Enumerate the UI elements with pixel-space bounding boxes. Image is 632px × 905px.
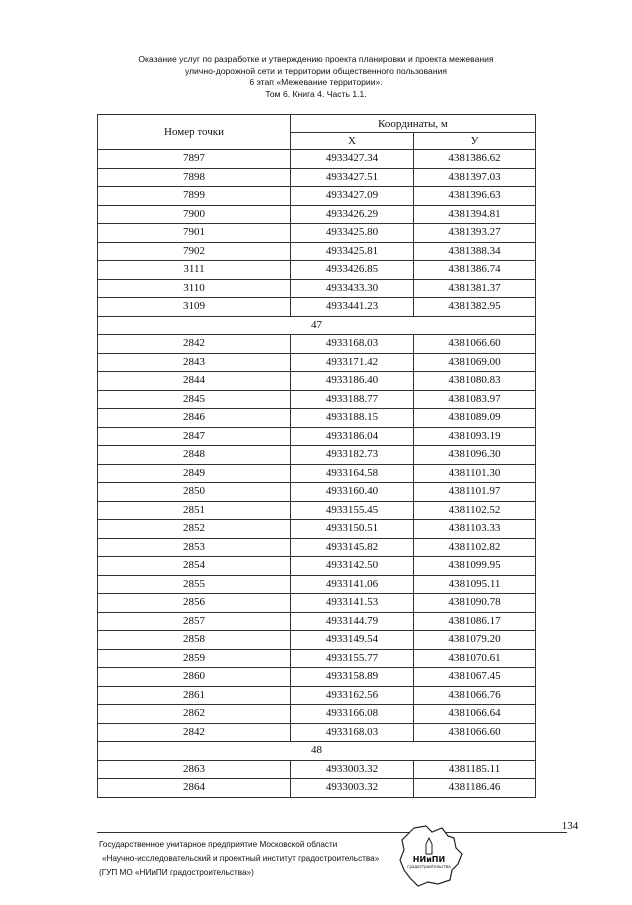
- moscow-region-logo: [392, 820, 470, 890]
- table-row: [98, 372, 536, 391]
- table-row: [98, 187, 536, 206]
- x-coordinate-cell: 4933182.73: [291, 446, 414, 465]
- x-coordinate-cell: 4933003.32: [291, 779, 414, 798]
- table-row: [98, 390, 536, 409]
- footer-line-2: «Научно-исследовательский и проектный институт градостроительства»: [102, 854, 380, 863]
- point-number-cell: 2854: [98, 557, 291, 576]
- point-number-cell: 7901: [98, 224, 291, 243]
- point-number-cell: 7898: [98, 168, 291, 187]
- point-number-header: Номер точки: [98, 115, 291, 150]
- y-coordinate-cell: 4381394.81: [414, 205, 536, 224]
- x-coordinate-cell: 4933168.03: [291, 723, 414, 742]
- point-number-cell: 2862: [98, 705, 291, 724]
- logo-subtitle: градостроительства: [407, 864, 451, 869]
- header-line-1: Оказание услуг по разработке и утверждению проекта планировки и проекта межевания: [138, 54, 494, 64]
- y-coordinate-cell: 4381382.95: [414, 298, 536, 317]
- y-coordinate-cell: 4381397.03: [414, 168, 536, 187]
- point-number-cell: 7900: [98, 205, 291, 224]
- table-row: [98, 612, 536, 631]
- point-number-cell: 2850: [98, 483, 291, 502]
- x-coordinate-cell: 4933425.80: [291, 224, 414, 243]
- y-coordinate-cell: 4381079.20: [414, 631, 536, 650]
- table-row: [98, 520, 536, 539]
- y-coordinate-cell: 4381070.61: [414, 649, 536, 668]
- table-row: [98, 649, 536, 668]
- table-row: [98, 464, 536, 483]
- point-number-cell: 7902: [98, 242, 291, 261]
- x-coordinate-cell: 4933171.42: [291, 353, 414, 372]
- y-coordinate-cell: 4381386.62: [414, 150, 536, 169]
- y-coordinate-cell: 4381381.37: [414, 279, 536, 298]
- table-row: [98, 779, 536, 798]
- y-coordinate-cell: 4381388.34: [414, 242, 536, 261]
- x-header: X: [291, 133, 414, 150]
- table-row: [98, 409, 536, 428]
- x-coordinate-cell: 4933003.32: [291, 760, 414, 779]
- x-coordinate-cell: 4933433.30: [291, 279, 414, 298]
- coordinates-header: Координаты, м: [291, 115, 536, 133]
- point-number-cell: 2849: [98, 464, 291, 483]
- x-coordinate-cell: 4933160.40: [291, 483, 414, 502]
- y-coordinate-cell: 4381386.74: [414, 261, 536, 280]
- section-number: 47: [98, 316, 536, 335]
- x-coordinate-cell: 4933149.54: [291, 631, 414, 650]
- x-coordinate-cell: 4933188.15: [291, 409, 414, 428]
- x-coordinate-cell: 4933427.51: [291, 168, 414, 187]
- table-row: [98, 168, 536, 187]
- section-number: 48: [98, 742, 536, 761]
- point-number-cell: 2844: [98, 372, 291, 391]
- section-row: [98, 742, 536, 761]
- y-coordinate-cell: 4381185.11: [414, 760, 536, 779]
- y-coordinate-cell: 4381066.60: [414, 335, 536, 354]
- x-coordinate-cell: 4933145.82: [291, 538, 414, 557]
- y-coordinate-cell: 4381101.30: [414, 464, 536, 483]
- y-coordinate-cell: 4381090.78: [414, 594, 536, 613]
- point-number-cell: 2857: [98, 612, 291, 631]
- y-coordinate-cell: 4381096.30: [414, 446, 536, 465]
- x-coordinate-cell: 4933168.03: [291, 335, 414, 354]
- point-number-cell: 2847: [98, 427, 291, 446]
- y-coordinate-cell: 4381102.52: [414, 501, 536, 520]
- y-coordinate-cell: 4381083.97: [414, 390, 536, 409]
- header-line-4: Том 6. Книга 4. Часть 1.1.: [265, 88, 367, 99]
- footer-line-1: Государственное унитарное предприятие Московской области: [99, 840, 338, 849]
- section-row: [98, 316, 536, 335]
- footer-line-3: (ГУП МО «НИиПИ градостроительства»): [99, 868, 254, 877]
- table-row: [98, 538, 536, 557]
- point-number-cell: 2858: [98, 631, 291, 650]
- x-coordinate-cell: 4933155.45: [291, 501, 414, 520]
- x-coordinate-cell: 4933425.81: [291, 242, 414, 261]
- table-row: [98, 594, 536, 613]
- table-row: [98, 483, 536, 502]
- y-coordinate-cell: 4381066.60: [414, 723, 536, 742]
- point-number-cell: 2855: [98, 575, 291, 594]
- x-coordinate-cell: 4933188.77: [291, 390, 414, 409]
- x-coordinate-cell: 4933162.56: [291, 686, 414, 705]
- point-number-cell: 2856: [98, 594, 291, 613]
- y-coordinate-cell: 4381095.11: [414, 575, 536, 594]
- point-number-cell: 3111: [98, 261, 291, 280]
- table-row: [98, 723, 536, 742]
- table-row: [98, 631, 536, 650]
- point-number-cell: 2853: [98, 538, 291, 557]
- table-row: [98, 298, 536, 317]
- point-number-cell: 2860: [98, 668, 291, 687]
- y-coordinate-cell: 4381066.64: [414, 705, 536, 724]
- point-number-cell: 7899: [98, 187, 291, 206]
- point-number-cell: 2861: [98, 686, 291, 705]
- point-number-cell: 2845: [98, 390, 291, 409]
- x-coordinate-cell: 4933144.79: [291, 612, 414, 631]
- table-row: [98, 353, 536, 372]
- table-row: [98, 501, 536, 520]
- table-row: [98, 557, 536, 576]
- x-coordinate-cell: 4933426.85: [291, 261, 414, 280]
- table-row: [98, 446, 536, 465]
- x-coordinate-cell: 4933427.34: [291, 150, 414, 169]
- point-number-cell: 3109: [98, 298, 291, 317]
- document-header: [0, 54, 632, 100]
- point-number-cell: 2852: [98, 520, 291, 539]
- point-number-cell: 7897: [98, 150, 291, 169]
- y-coordinate-cell: 4381066.76: [414, 686, 536, 705]
- point-number-cell: 2863: [98, 760, 291, 779]
- point-number-cell: 2848: [98, 446, 291, 465]
- table-row: [98, 705, 536, 724]
- table-row: [98, 760, 536, 779]
- x-coordinate-cell: 4933142.50: [291, 557, 414, 576]
- coordinates-table-body: [98, 150, 536, 798]
- coordinates-table: [97, 114, 536, 798]
- point-number-cell: 2843: [98, 353, 291, 372]
- x-coordinate-cell: 4933441.23: [291, 298, 414, 317]
- x-coordinate-cell: 4933166.08: [291, 705, 414, 724]
- y-coordinate-cell: 4381086.17: [414, 612, 536, 631]
- y-coordinate-cell: 4381089.09: [414, 409, 536, 428]
- document-footer: [99, 838, 379, 880]
- x-coordinate-cell: 4933426.29: [291, 205, 414, 224]
- header-line-3: 6 этап «Межевание территории».: [249, 77, 383, 87]
- x-coordinate-cell: 4933155.77: [291, 649, 414, 668]
- point-number-cell: 2846: [98, 409, 291, 428]
- table-row: [98, 575, 536, 594]
- table-row: [98, 686, 536, 705]
- table-row: [98, 279, 536, 298]
- point-number-cell: 2864: [98, 779, 291, 798]
- logo-title: НИиПИ: [412, 855, 446, 864]
- table-row: [98, 224, 536, 243]
- table-row: [98, 242, 536, 261]
- y-coordinate-cell: 4381393.27: [414, 224, 536, 243]
- y-coordinate-cell: 4381093.19: [414, 427, 536, 446]
- x-coordinate-cell: 4933150.51: [291, 520, 414, 539]
- x-coordinate-cell: 4933186.40: [291, 372, 414, 391]
- table-row: [98, 205, 536, 224]
- x-coordinate-cell: 4933141.53: [291, 594, 414, 613]
- point-number-cell: 3110: [98, 279, 291, 298]
- x-coordinate-cell: 4933158.89: [291, 668, 414, 687]
- table-row: [98, 150, 536, 169]
- y-coordinate-cell: 4381067.45: [414, 668, 536, 687]
- footer-divider: [97, 832, 567, 833]
- y-coordinate-cell: 4381069.00: [414, 353, 536, 372]
- y-coordinate-cell: 4381186.46: [414, 779, 536, 798]
- page-number: 134: [561, 820, 579, 832]
- point-number-cell: 2842: [98, 335, 291, 354]
- x-coordinate-cell: 4933186.04: [291, 427, 414, 446]
- table-row: [98, 335, 536, 354]
- header-line-2: улично-дорожной сети и территории общественного пользования: [184, 65, 448, 76]
- table-row: [98, 427, 536, 446]
- point-number-cell: 2859: [98, 649, 291, 668]
- y-coordinate-cell: 4381103.33: [414, 520, 536, 539]
- table-row: [98, 668, 536, 687]
- y-header: У: [414, 133, 536, 150]
- point-number-cell: 2842: [98, 723, 291, 742]
- y-coordinate-cell: 4381102.82: [414, 538, 536, 557]
- y-coordinate-cell: 4381099.95: [414, 557, 536, 576]
- y-coordinate-cell: 4381101.97: [414, 483, 536, 502]
- x-coordinate-cell: 4933141.06: [291, 575, 414, 594]
- y-coordinate-cell: 4381396.63: [414, 187, 536, 206]
- y-coordinate-cell: 4381080.83: [414, 372, 536, 391]
- x-coordinate-cell: 4933164.58: [291, 464, 414, 483]
- point-number-cell: 2851: [98, 501, 291, 520]
- x-coordinate-cell: 4933427.09: [291, 187, 414, 206]
- table-row: [98, 261, 536, 280]
